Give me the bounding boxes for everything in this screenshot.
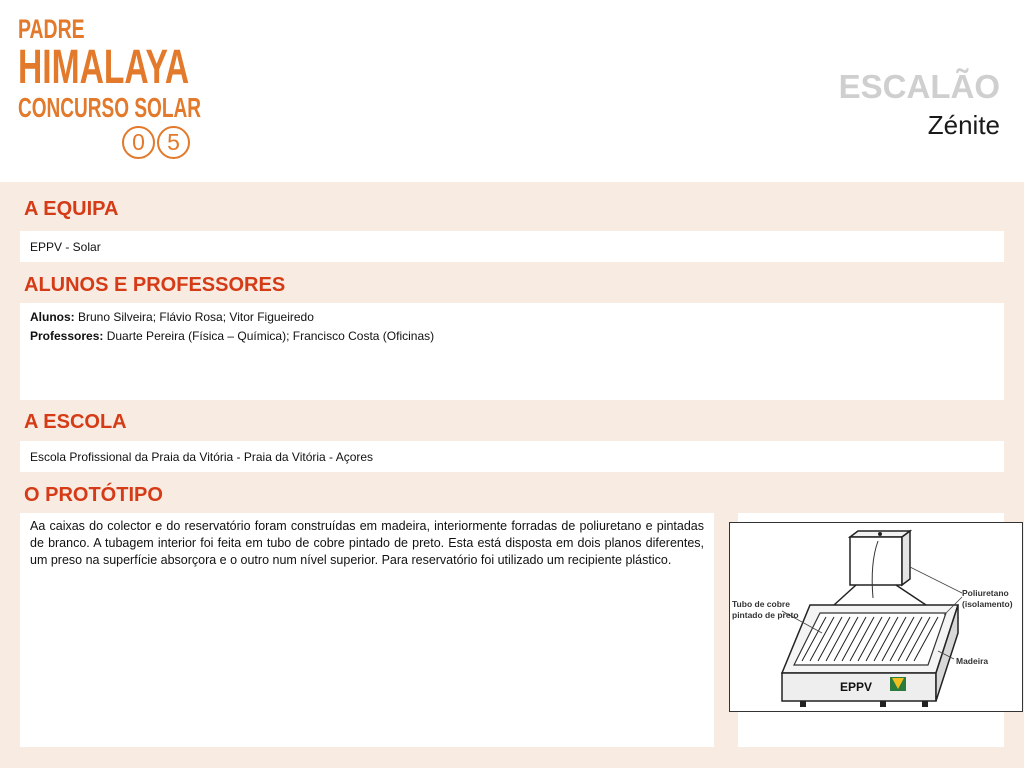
logo-digit-5: 5	[157, 126, 190, 159]
prototipo-description: Aa caixas do colector e do reservatório foram construídas em madeira, interiormente forradas de poliuretano e pintadas de branco. A tubagem interior foi feita em tubo de cobre pintado de preto. Esta está disposta em dois planos diferentes, um preso na superfície absorçora e o outro num nível superior. Para reservatório foi utilizado um recipiente plástico.	[20, 513, 714, 747]
prototype-diagram-svg	[730, 523, 1022, 711]
alunos-label: Alunos:	[30, 310, 75, 324]
leader-poliuretano-1	[910, 567, 962, 593]
alunos-line	[30, 308, 994, 327]
reservoir-side	[902, 531, 910, 585]
escalao-value: Zénite	[927, 110, 1000, 140]
foot-right	[922, 701, 928, 707]
label-tubo-line2: pintado de preto	[732, 610, 799, 620]
escalao-label: ESCALÃO	[838, 68, 1000, 105]
logo-line-padre: PADRE	[18, 14, 85, 44]
label-poliuretano-line2: (isolamento)	[962, 599, 1013, 609]
reservoir-inlet	[878, 532, 882, 536]
logo-line-concurso-solar: CONCURSO SOLAR	[18, 92, 202, 123]
pipe-right	[896, 585, 926, 605]
escola-box	[20, 441, 1004, 472]
section-title-escola: A ESCOLA	[24, 411, 127, 433]
logo-line-himalaya: HIMALAYA	[18, 41, 190, 94]
professores-label: Professores:	[30, 329, 104, 343]
professores-value: Duarte Pereira (Física – Química); Francisco Costa (Oficinas)	[103, 329, 435, 343]
section-title-equipa: A EQUIPA	[24, 198, 119, 220]
label-poliuretano-line1: Poliuretano	[962, 588, 1009, 598]
foot-left	[800, 701, 806, 707]
foot-middle	[880, 701, 886, 707]
page-header	[0, 0, 1024, 182]
concurso-solar-logo	[18, 14, 208, 164]
escola-text: Escola Profissional da Praia da Vitória - Praia da Vitória - Açores	[30, 450, 374, 464]
equipa-text: EPPV - Solar	[30, 240, 101, 254]
label-madeira: Madeira	[956, 656, 989, 666]
logo-edition-number	[122, 126, 190, 159]
eppv-plate-label: EPPV	[840, 680, 873, 694]
section-title-prototipo: O PROTÓTIPO	[24, 484, 163, 506]
pipe-left	[834, 585, 856, 605]
logo-digit-0: 0	[122, 126, 155, 159]
professores-line	[30, 327, 994, 346]
section-title-alunos-professores: ALUNOS E PROFESSORES	[24, 274, 286, 296]
alunos-value: Bruno Silveira; Flávio Rosa; Vitor Figueiredo	[74, 310, 314, 324]
label-tubo-line1: Tubo de cobre	[732, 599, 790, 609]
prototype-diagram-image	[729, 522, 1023, 712]
equipa-box	[20, 231, 1004, 262]
reservoir-front	[850, 537, 902, 585]
alunos-professores-box	[20, 303, 1004, 400]
